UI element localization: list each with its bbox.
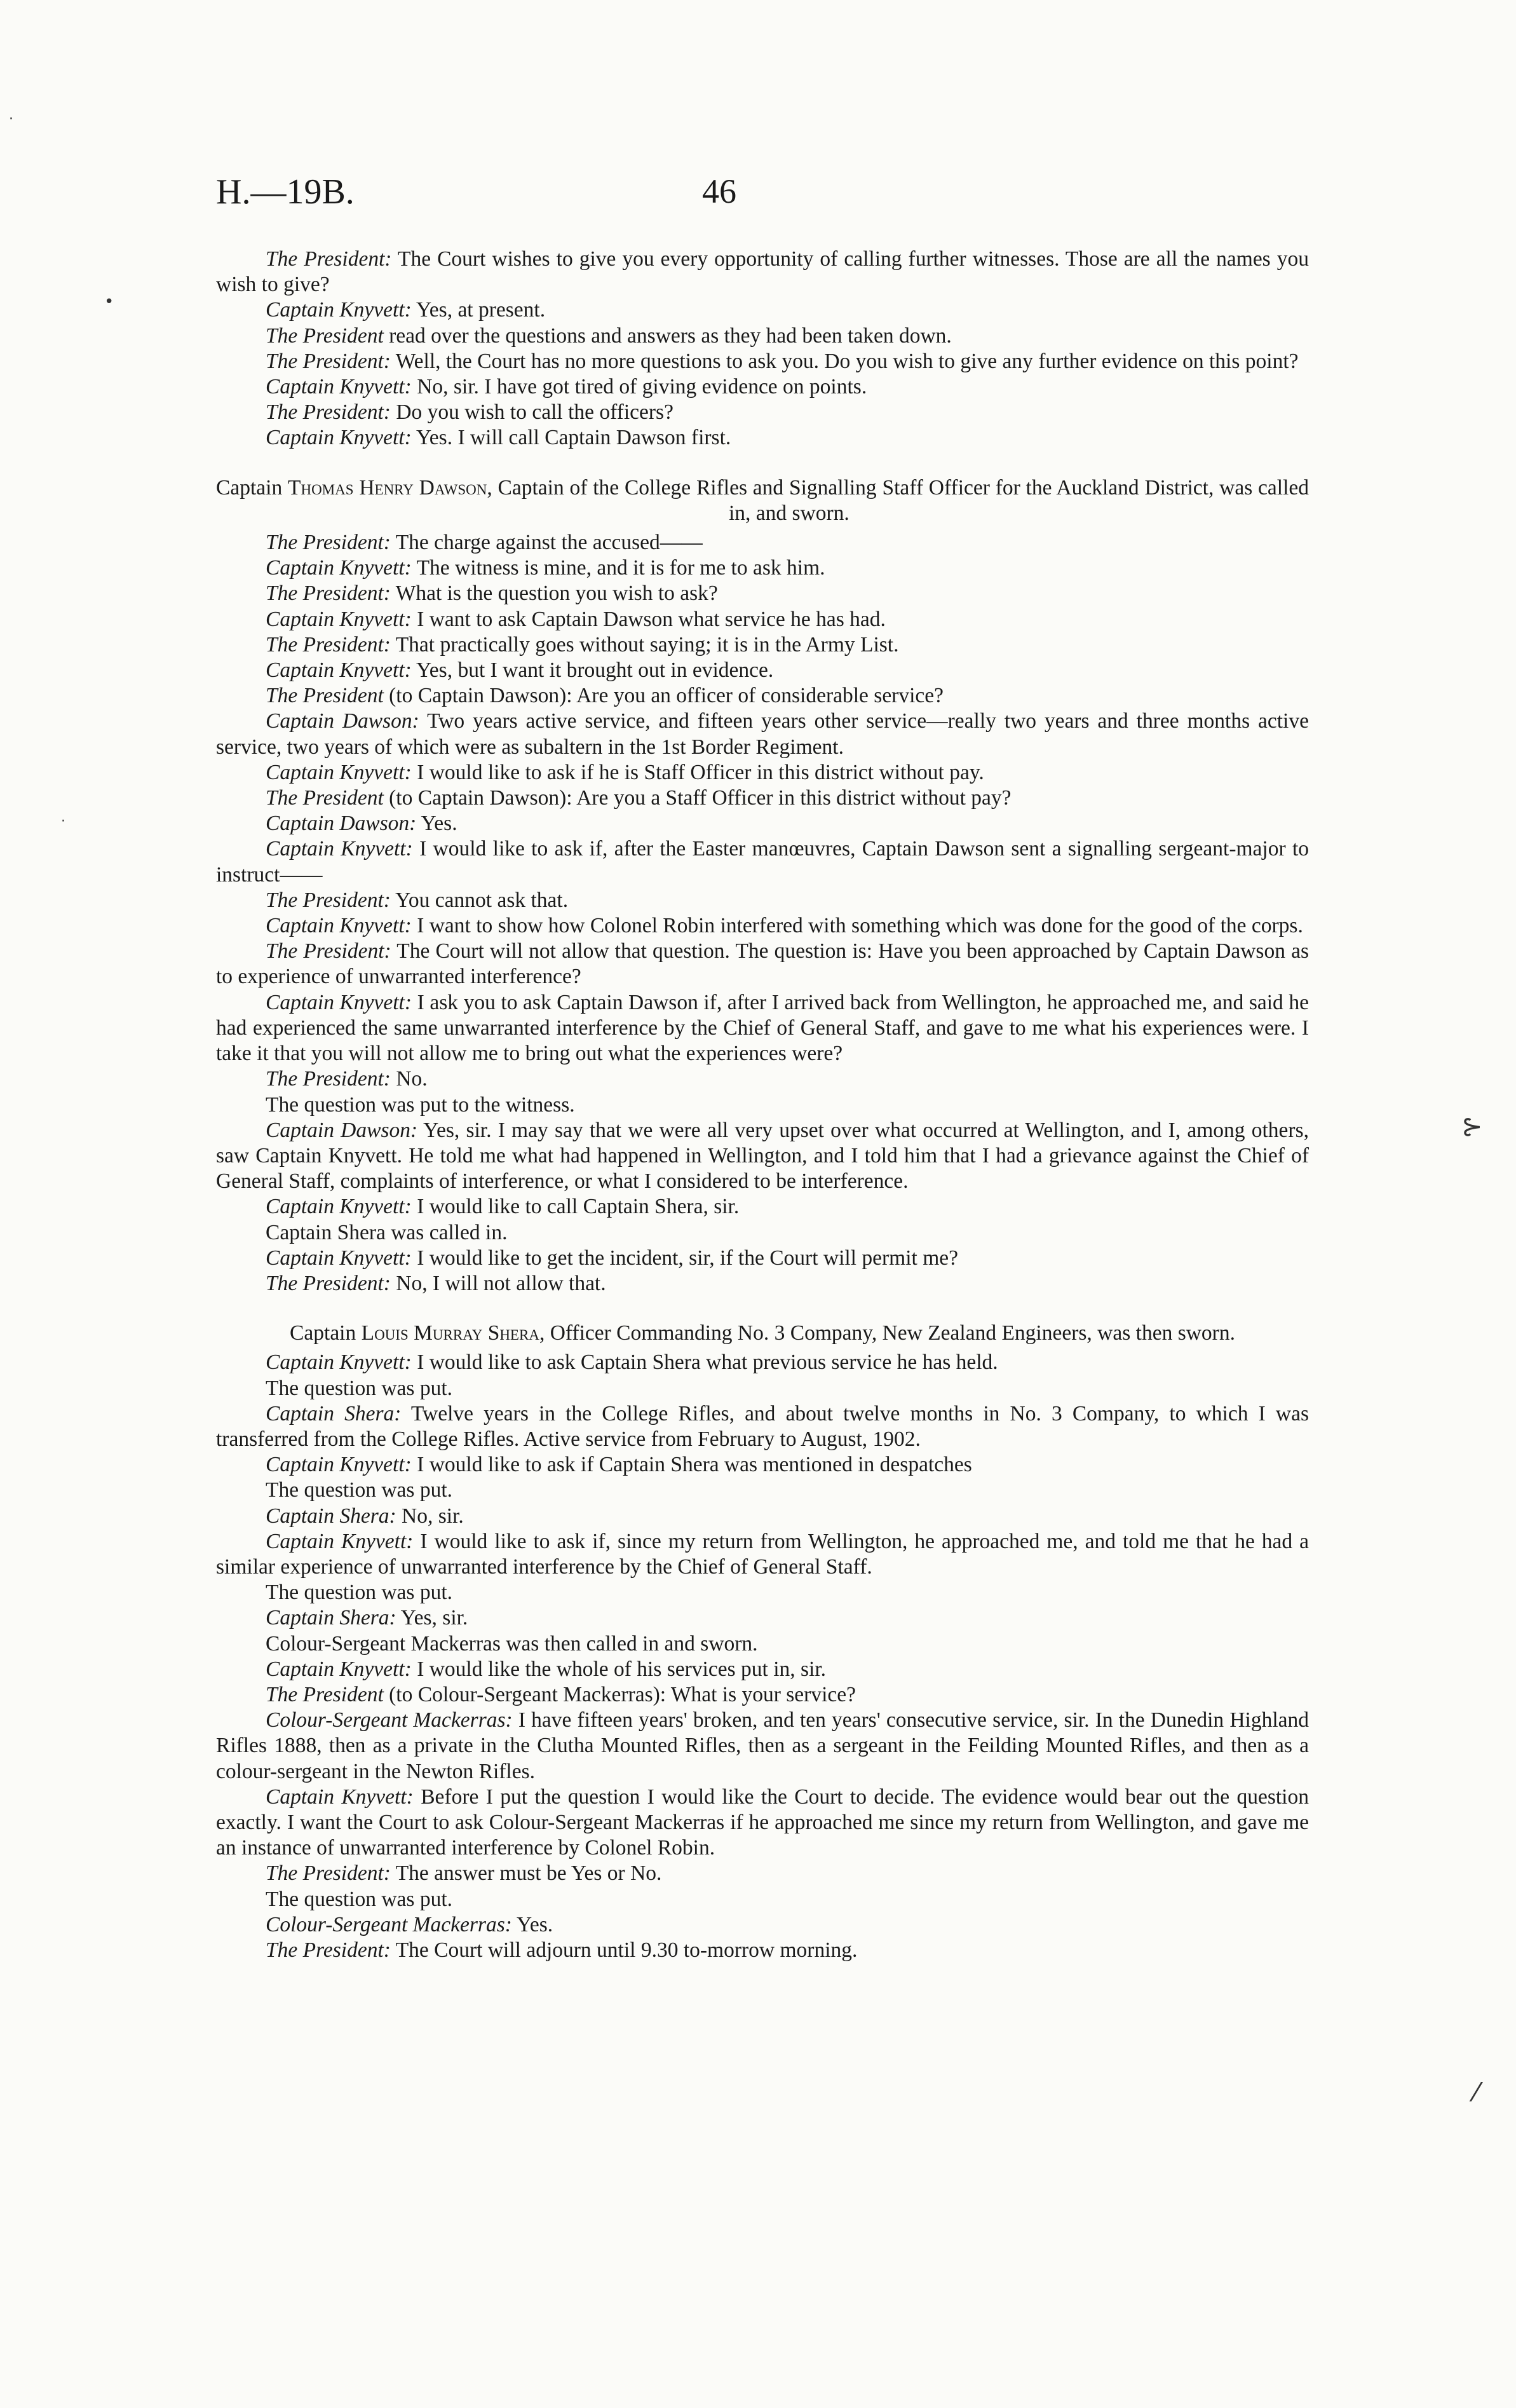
speech-text: You cannot ask that. xyxy=(390,888,569,912)
transcript-paragraph xyxy=(216,1066,1309,1092)
transcript-paragraph xyxy=(216,425,1309,451)
document-body xyxy=(216,247,1309,1963)
speech-text: The question was put. xyxy=(266,1376,453,1400)
speaker-label: The President: xyxy=(266,531,391,555)
speaker-label: Captain Dawson: xyxy=(266,709,419,733)
transcript-paragraph xyxy=(216,1118,1309,1195)
speech-text: The Court will adjourn until 9.30 to-morrow morning. xyxy=(390,1938,858,1962)
speaker-label: The President: xyxy=(266,400,391,425)
speech-text: I would like to call Captain Shera, sir. xyxy=(411,1195,740,1219)
transcript-paragraph xyxy=(216,888,1309,913)
speech-text: No. xyxy=(390,1067,428,1091)
speaker-label: The President xyxy=(266,786,384,810)
transcript-paragraph xyxy=(216,374,1309,400)
speech-text: Yes, sir. I may say that we were all very upset over what occurred at Wellington, and I, among others, saw Captain Knyvett. He told me what had happened in Wellington, and I told him that I had a grievance against the Chief of General Staff, complaints of interference, or what I considered to be interference. xyxy=(216,1118,1309,1194)
transcript-paragraph xyxy=(216,1708,1309,1785)
speech-text: The question was put. xyxy=(266,1887,453,1911)
speech-text: Yes. xyxy=(416,812,457,836)
speaker-label: Captain Shera: xyxy=(266,1401,402,1425)
speech-text: I ask you to ask Captain Dawson if, after I arrived back from Wellington, he approached me, and said he had experienced the same unwarranted interference by the Chief of General Staff, and gave to me what his experiences were. I take it that you will not allow me to bring out what the experiences were? xyxy=(216,990,1309,1066)
transcript-paragraph xyxy=(216,323,1309,349)
speech-text: I would like to ask if, since my return from Wellington, he approached me, and told me that he had a similar experience of unwarranted interference by the Chief of General Staff. xyxy=(216,1529,1310,1579)
document-reference: H.—19B. xyxy=(216,172,355,212)
speech-text: Twelve years in the College Rifles, and about twelve months in No. 3 Company, to which I was transferred from the College Rifles. Active service from February to August, 1902. xyxy=(216,1401,1309,1451)
speaker-label: Captain Knyvett: xyxy=(266,1529,414,1553)
speaker-label: Captain Knyvett: xyxy=(266,1246,412,1270)
speaker-label: Captain Knyvett: xyxy=(266,1195,412,1219)
speech-text: (to Captain Dawson): Are you a Staff Officer in this district without pay? xyxy=(383,786,1012,810)
speaker-label: The President: xyxy=(266,888,391,912)
speech-text: Yes, sir. xyxy=(396,1606,468,1630)
speech-text: The charge against the accused—— xyxy=(390,531,703,555)
transcript-paragraph xyxy=(216,1376,1309,1401)
speech-text: Yes. xyxy=(511,1912,553,1936)
speaker-label: Captain Knyvett: xyxy=(266,1350,412,1375)
transcript-paragraph xyxy=(216,1887,1309,1912)
speech-text: I would like to ask if, after the Easter manœuvres, Captain Dawson sent a signalling sergeant-major to instruct—— xyxy=(216,837,1309,887)
exchange-section-3 xyxy=(216,1350,1309,1963)
speech-text: I want to show how Colonel Robin interfered with something which was done for the good of the corps. xyxy=(411,914,1303,938)
speech-text: (to Captain Dawson): Are you an officer of considerable service? xyxy=(383,684,944,708)
speaker-label: Colour-Sergeant Mackerras: xyxy=(266,1708,513,1732)
speaker-label: Captain Knyvett: xyxy=(266,658,412,683)
speaker-label: The President: xyxy=(266,939,391,963)
speech-text: Colour-Sergeant Mackerras was then called in and sworn. xyxy=(266,1631,758,1656)
speech-text: No, I will not allow that. xyxy=(390,1271,606,1295)
exchange-section-2 xyxy=(216,530,1309,1296)
speaker-label: The President: xyxy=(266,247,392,271)
transcript-paragraph xyxy=(216,297,1309,323)
transcript-paragraph xyxy=(216,1246,1309,1271)
speech-text: The Court will not allow that question. The question is: Have you been approached by Captain Dawson as to experience of unwarranted interference? xyxy=(216,939,1309,989)
margin-mark: ⁄ xyxy=(1474,2078,1479,2107)
transcript-paragraph xyxy=(216,1092,1309,1118)
speaker-label: Captain Knyvett: xyxy=(266,760,412,784)
speech-text: I would like to ask Captain Shera what previous service he has held. xyxy=(411,1350,998,1375)
speaker-label: Captain Knyvett: xyxy=(266,990,412,1014)
page-header xyxy=(0,172,1516,222)
speech-text: Do you wish to call the officers? xyxy=(390,400,673,425)
transcript-paragraph xyxy=(216,349,1309,374)
speech-text: I would like the whole of his services put in, sir. xyxy=(411,1657,827,1681)
speech-text: Yes, but I want it brought out in evidence. xyxy=(411,658,774,683)
transcript-paragraph xyxy=(216,1682,1309,1708)
speaker-label: Captain Knyvett: xyxy=(266,837,413,861)
transcript-paragraph xyxy=(216,1938,1309,1963)
transcript-paragraph xyxy=(216,709,1309,759)
transcript-paragraph xyxy=(216,1194,1309,1220)
transcript-paragraph xyxy=(216,658,1309,683)
speech-text: I would like to ask if Captain Shera was mentioned in despatches xyxy=(411,1453,972,1477)
speaker-label: Captain Knyvett: xyxy=(266,375,412,399)
transcript-paragraph xyxy=(216,530,1309,555)
transcript-paragraph xyxy=(216,632,1309,658)
speech-text: The question was put. xyxy=(266,1478,453,1502)
transcript-paragraph xyxy=(216,1580,1309,1605)
speaker-label: Captain Knyvett: xyxy=(266,914,412,938)
exchange-section-1 xyxy=(216,247,1309,451)
witness-heading-shera: Captain Louis Murray Shera, Officer Commanding No. 3 Company, New Zealand Engineers, was then sworn. xyxy=(290,1321,1235,1345)
transcript-paragraph xyxy=(216,1350,1309,1375)
speech-text: Before I put the question I would like the Court to decide. The evidence would bear out the question exactly. I want the Court to ask Colour-Sergeant Mackerras if he approached me since my return from Wellington, and gave me an instance of unwarranted interference by Colonel Robin. xyxy=(216,1785,1309,1860)
speaker-label: Captain Knyvett: xyxy=(266,607,412,631)
speech-text: (to Colour-Sergeant Mackerras): What is your service? xyxy=(383,1682,856,1706)
transcript-paragraph xyxy=(216,1657,1309,1682)
speech-text: I would like to ask if he is Staff Officer in this district without pay. xyxy=(411,760,984,784)
speech-text: What is the question you wish to ask? xyxy=(390,582,718,606)
transcript-paragraph xyxy=(216,1271,1309,1296)
speech-text: read over the questions and answers as they had been taken down. xyxy=(383,323,952,348)
speaker-label: The President: xyxy=(266,1067,391,1091)
transcript-paragraph xyxy=(216,1631,1309,1657)
speaker-label: The President: xyxy=(266,1861,391,1886)
page-number: 46 xyxy=(702,172,736,210)
speaker-label: Captain Shera: xyxy=(266,1504,396,1528)
speech-text: The answer must be Yes or No. xyxy=(390,1861,662,1886)
speech-text: No, sir. xyxy=(396,1504,464,1528)
transcript-paragraph xyxy=(216,1529,1309,1580)
transcript-paragraph xyxy=(216,990,1309,1067)
speaker-label: Captain Knyvett: xyxy=(266,426,412,450)
transcript-paragraph xyxy=(216,760,1309,786)
speaker-label: Captain Knyvett: xyxy=(266,1453,412,1477)
speaker-label: Captain Knyvett: xyxy=(266,556,412,580)
margin-mark: ⊱ xyxy=(1461,1112,1483,1141)
margin-mark: • xyxy=(104,292,114,311)
transcript-paragraph xyxy=(216,1785,1309,1861)
speech-text: No, sir. I have got tired of giving evidence on points. xyxy=(411,375,867,399)
speaker-label: The President: xyxy=(266,1271,391,1295)
speaker-label: The President xyxy=(266,684,384,708)
transcript-paragraph xyxy=(216,913,1309,939)
transcript-paragraph xyxy=(216,581,1309,606)
speaker-label: The President: xyxy=(266,582,391,606)
speaker-label: The President xyxy=(266,1682,384,1706)
transcript-paragraph xyxy=(216,1605,1309,1631)
speaker-label: Captain Knyvett: xyxy=(266,1785,414,1809)
speech-text: Well, the Court has no more questions to ask you. Do you wish to give any further evidence on this point? xyxy=(390,349,1299,373)
speaker-label: The President xyxy=(266,323,384,348)
speech-text: The question was put to the witness. xyxy=(266,1092,575,1117)
speech-text: The Court wishes to give you every opportunity of calling further witnesses. Those are all the names you wish to give? xyxy=(216,247,1309,297)
transcript-paragraph xyxy=(216,811,1309,836)
speaker-label: The President: xyxy=(266,632,391,656)
transcript-paragraph xyxy=(216,1861,1309,1886)
transcript-paragraph xyxy=(216,786,1309,811)
transcript-paragraph xyxy=(216,607,1309,632)
speech-text: The witness is mine, and it is for me to ask him. xyxy=(411,556,825,580)
witness-heading-dawson: Captain Thomas Henry Dawson, Captain of the College Rifles and Signalling Staff Officer for the Auckland District, was called in, and sworn. xyxy=(216,475,1310,525)
speech-text: Captain Shera was called in. xyxy=(266,1220,508,1244)
speech-text: I want to ask Captain Dawson what service he has had. xyxy=(411,607,886,631)
margin-mark: · xyxy=(9,111,13,127)
transcript-paragraph xyxy=(216,1504,1309,1529)
speaker-label: Captain Dawson: xyxy=(266,1118,418,1142)
transcript-paragraph xyxy=(216,1478,1309,1503)
speaker-label: Colour-Sergeant Mackerras: xyxy=(266,1912,512,1936)
transcript-paragraph xyxy=(216,400,1309,425)
speaker-label: Captain Dawson: xyxy=(266,812,417,836)
transcript-paragraph xyxy=(216,836,1309,887)
speech-text: Yes. I will call Captain Dawson first. xyxy=(411,426,731,450)
transcript-paragraph xyxy=(216,1401,1309,1452)
transcript-paragraph xyxy=(216,1452,1309,1478)
speaker-label: The President: xyxy=(266,1938,391,1962)
speech-text: I would like to get the incident, sir, if the Court will permit me? xyxy=(411,1246,958,1270)
transcript-paragraph xyxy=(216,1912,1309,1938)
transcript-paragraph xyxy=(216,1220,1309,1246)
speech-text: Two years active service, and fifteen years other service—really two years and three months active service, two years of which were as subaltern in the 1st Border Regiment. xyxy=(216,709,1309,759)
transcript-paragraph xyxy=(216,939,1309,990)
speaker-label: The President: xyxy=(266,349,391,373)
speaker-label: Captain Shera: xyxy=(266,1606,396,1630)
transcript-paragraph xyxy=(216,683,1309,709)
speech-text: I have fifteen years' broken, and ten years' consecutive service, sir. In the Dunedin Highland Rifles 1888, then as a private in the Clutha Mounted Rifles, then as a sergeant in the Feilding Mounted Rifles, and then as a colour-sergeant in the Newton Rifles. xyxy=(216,1708,1309,1783)
speech-text: That practically goes without saying; it is in the Army List. xyxy=(390,632,899,656)
transcript-paragraph xyxy=(216,555,1309,581)
speaker-label: Captain Knyvett: xyxy=(266,1657,412,1681)
speech-text: Yes, at present. xyxy=(411,298,546,322)
speaker-label: Captain Knyvett: xyxy=(266,298,412,322)
margin-mark: · xyxy=(61,813,65,829)
speech-text: The question was put. xyxy=(266,1581,453,1605)
transcript-paragraph xyxy=(216,247,1309,297)
